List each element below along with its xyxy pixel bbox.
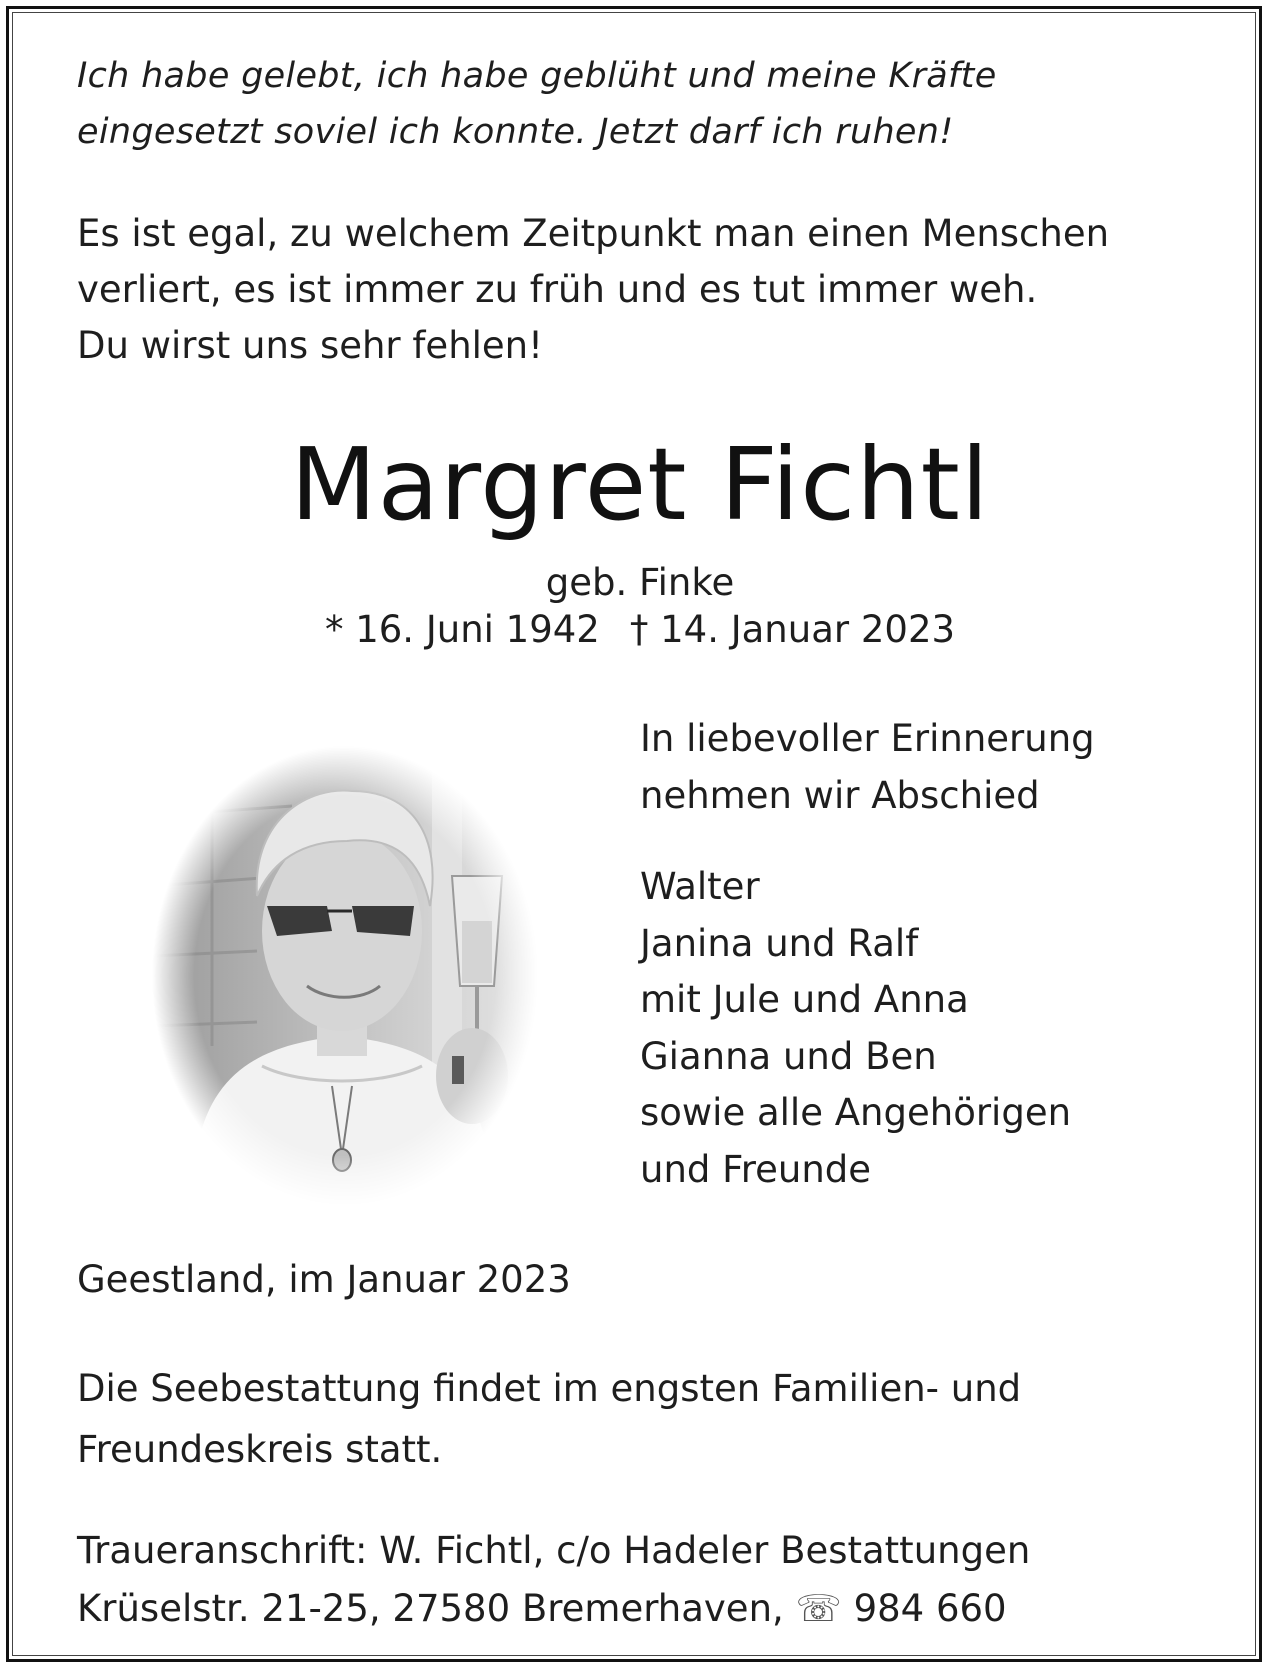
burial-notice xyxy=(77,1358,1021,1480)
deceased-name: Margret Fichtl xyxy=(290,426,990,543)
place-date: Geestland, im Januar 2023 xyxy=(77,1258,571,1301)
intro-line: Es ist egal, zu welchem Zeitpunkt man einen Menschen xyxy=(77,212,1110,255)
intro-line: verliert, es ist immer zu früh und es tut immer weh. xyxy=(77,268,1038,311)
family-member: und Freunde xyxy=(640,1147,872,1191)
burial-line: Freundeskreis statt. xyxy=(77,1428,443,1471)
phone-icon: ☏ xyxy=(795,1587,842,1630)
family-member: Janina und Ralf xyxy=(640,921,919,965)
street-city: Krüselstr. 21-25, 27580 Bremerhaven, xyxy=(77,1587,784,1630)
intro-text xyxy=(77,206,1109,374)
family-member: sowie alle Angehörigen xyxy=(640,1091,1072,1134)
family-member: Gianna und Ben xyxy=(640,1034,937,1078)
intro-line: Du wirst uns sehr fehlen! xyxy=(77,324,543,367)
family-member: mit Jule und Anna xyxy=(640,978,969,1021)
memory-line: In liebevoller Erinnerung xyxy=(640,717,1095,760)
life-dates xyxy=(0,605,1280,655)
quote-line: eingesetzt soviel ich konnte. Jetzt darf ich ruhen! xyxy=(77,112,954,152)
quote-line: Ich habe gelebt, ich habe geblüht und meine Kräfte xyxy=(77,56,997,96)
address-line-2 xyxy=(77,1580,1030,1638)
family-member: Walter xyxy=(640,865,760,908)
memory-line: nehmen wir Abschied xyxy=(640,774,1040,817)
maiden-name: geb. Finke xyxy=(545,561,735,604)
memory-text xyxy=(640,710,1095,824)
opening-quote xyxy=(77,48,997,160)
phone-number: 984 660 xyxy=(853,1587,1007,1630)
death-date: † 14. Januar 2023 xyxy=(629,608,956,651)
portrait-photo xyxy=(152,746,538,1206)
address-line: Traueranschrift: W. Fichtl, c/o Hadeler Bestattungen xyxy=(77,1529,1031,1572)
burial-line: Die Seebestattung findet im engsten Familien- und xyxy=(77,1367,1022,1410)
family-list xyxy=(640,859,1071,1198)
mourning-address xyxy=(77,1522,1030,1638)
birth-date: * 16. Juni 1942 xyxy=(324,608,600,651)
